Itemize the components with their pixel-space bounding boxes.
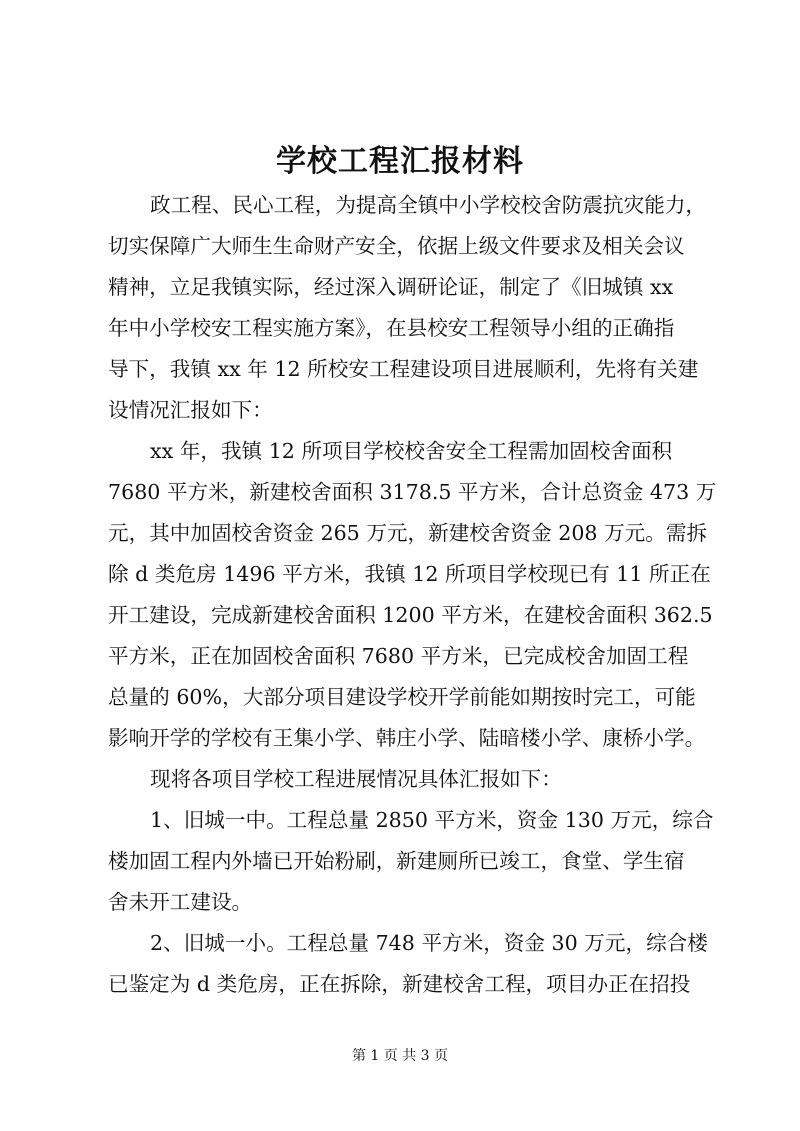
paragraph-line: 开工建设，完成新建校舍面积 1200 平方米，在建校舍面积 362.5: [108, 603, 713, 627]
page-footer: 第 1 页 共 3 页: [351, 1048, 449, 1064]
paragraph-line: 2、旧城一小。工程总量 748 平方米，资金 30 万元，综合楼: [150, 931, 708, 955]
paragraph-line: 除 d 类危房 1496 平方米，我镇 12 所项目学校现已有 11 所正在: [108, 562, 711, 586]
paragraph-line: 楼加固工程内外墙已开始粉刷，新建厕所已竣工，食堂、学生宿: [108, 849, 685, 873]
paragraph-line: 切实保障广大师生生命财产安全，依据上级文件要求及相关会议: [108, 234, 685, 258]
paragraph-line: 平方米，正在加固校舍面积 7680 平方米，已完成校舍加固工程: [108, 644, 689, 668]
paragraph-line: 已鉴定为 d 类危房，正在拆除，新建校舍工程，项目办正在招投: [108, 972, 691, 996]
document-title: 学校工程汇报材料: [276, 144, 524, 179]
paragraph-line: xx 年，我镇 12 所项目学校校舍安全工程需加固校舍面积: [150, 439, 673, 463]
paragraph-line: 现将各项目学校工程进展情况具体汇报如下：: [150, 767, 562, 791]
paragraph-line: 影响开学的学校有王集小学、韩庄小学、陆暗楼小学、康桥小学。: [108, 726, 706, 750]
paragraph-line: 7680 平方米，新建校舍面积 3178.5 平方米，合计总资金 473 万: [108, 480, 717, 504]
paragraph-line: 政工程、民心工程，为提高全镇中小学校校舍防震抗灾能力，: [150, 193, 707, 217]
paragraph-line: 设情况汇报如下：: [108, 398, 273, 422]
paragraph-line: 舍未开工建设。: [108, 890, 253, 914]
paragraph-line: 1、旧城一中。工程总量 2850 平方米，资金 130 万元，综合: [150, 808, 714, 832]
paragraph-line: 精神，立足我镇实际，经过深入调研论证，制定了《旧城镇 xx: [108, 275, 674, 299]
paragraph-line: 导下，我镇 xx 年 12 所校安工程建设项目进展顺利，先将有关建: [108, 357, 699, 381]
paragraph-line: 元，其中加固校舍资金 265 万元，新建校舍资金 208 万元。需拆: [108, 521, 708, 545]
paragraph-line: 年中小学校安工程实施方案》，在县校安工程领导小组的正确指: [108, 316, 675, 340]
paragraph-line: 总量的 60%，大部分项目建设学校开学前能如期按时完工，可能: [108, 685, 696, 709]
